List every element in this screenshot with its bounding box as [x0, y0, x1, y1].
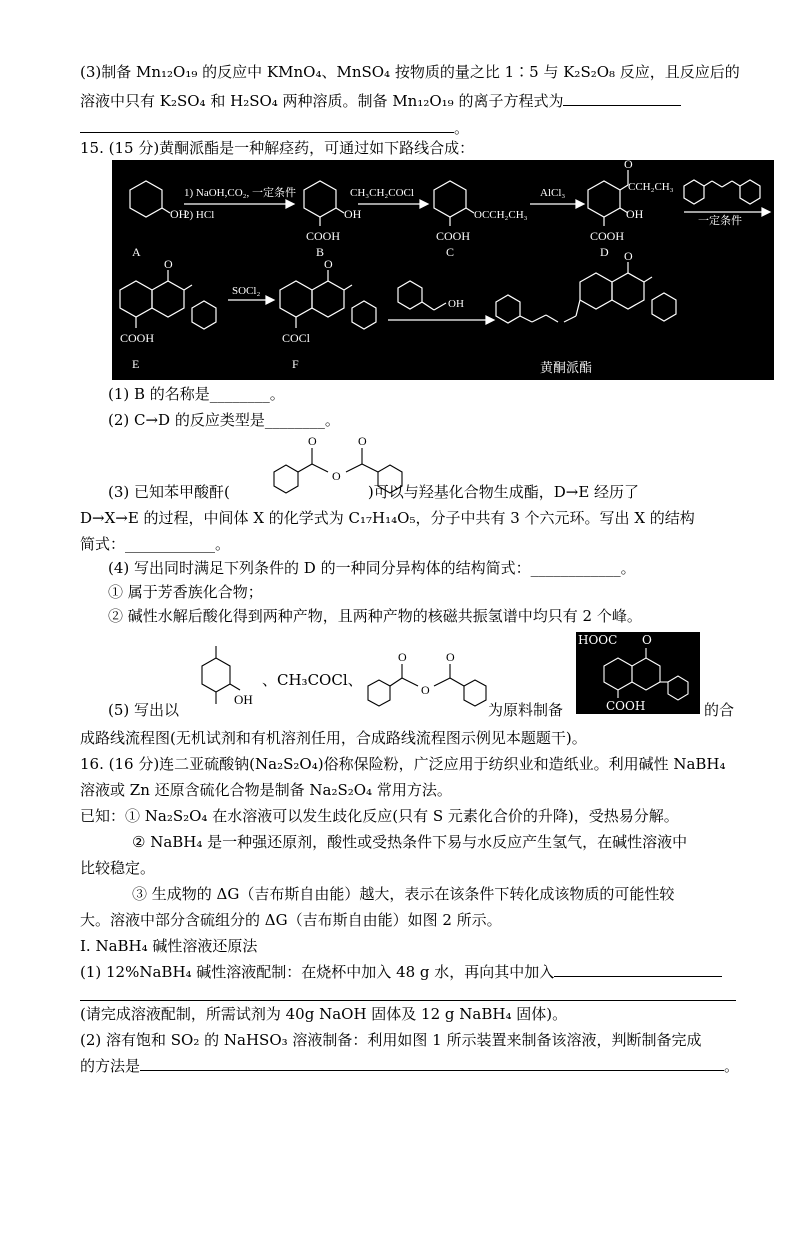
reagent-oh-label: OH	[448, 298, 464, 310]
reagent-de: 一定条件	[698, 215, 742, 227]
q16-1-text: (1) 12%NaBH₄ 碱性溶液配制：在烧杯中加入 48 g 水，再向其中加入	[80, 963, 555, 981]
target-product-svg	[576, 632, 700, 714]
reagent-ef: SOCl₂	[232, 285, 261, 297]
reagent-ab-1: 1) NaOH,CO₂, 一定条件	[184, 187, 296, 199]
q16-2: (2) 溶有饱和 SO₂ 的 NaHSO₃ 溶液制备：利用如图 1 所示装置来制备该溶液，判断制备完成	[80, 1031, 702, 1049]
q15-3-text-a: (3) 已知苯甲酸酐(	[108, 483, 230, 501]
piperidine-ring	[398, 281, 422, 309]
q16-line-1: 16. (16 分)连二亚硫酸钠(Na₂S₂O₄)俗称保险粉，广泛应用于纺织业和造纸业。利用碱性 NaBH₄	[80, 755, 726, 773]
anhydride-structure-small	[362, 650, 492, 714]
ring-d	[588, 181, 620, 217]
product-ring-benzo	[580, 273, 612, 309]
q3-line-2	[80, 89, 681, 111]
q15-3-line-2: D→X→E 的过程，中间体 X 的化学式为 C₁₇H₁₄O₅，分子中共有 3 个六元环。写出 X 的结构	[80, 509, 695, 527]
anhydride-o-bridge: O	[332, 469, 341, 483]
ring-f-phenyl	[352, 301, 376, 329]
a-oh-label: OH	[170, 207, 188, 221]
q15-5-text-c: 的合	[704, 701, 735, 719]
d-oh-label: OH	[626, 207, 644, 221]
q15-3-line-3: 简式：____________。	[80, 535, 231, 553]
q16-known-2-cont: 比较稳定。	[80, 859, 156, 877]
f-cocl-label: COCl	[282, 331, 311, 345]
q15-1: (1) B 的名称是________。	[108, 385, 285, 403]
ring-f-pyrone	[312, 281, 344, 317]
q15-5-mid-reagents: 、CH₃COCl、	[262, 671, 363, 689]
ring-c	[434, 181, 466, 217]
target-hooc-label: HOOC	[578, 633, 618, 647]
label-f: F	[292, 357, 299, 371]
q16-known-1: 已知：① Na₂S₂O₄ 在水溶液可以发生歧化反应(只有 S 元素化合价的升降)，受热易分解。	[80, 807, 679, 825]
d-ketone-o: O	[624, 160, 633, 171]
label-d: D	[600, 245, 609, 259]
label-b: B	[316, 245, 325, 259]
product-name: 黄酮派酯	[540, 360, 593, 375]
product-ring-phenyl	[652, 293, 676, 321]
ring-e-pyrone	[152, 281, 184, 317]
b-oh-label: OH	[344, 207, 362, 221]
anhydride-ring-2	[740, 180, 760, 204]
q3-line-3	[80, 116, 469, 138]
e-o-label: O	[164, 257, 173, 271]
anhydride-small-o-bridge: O	[421, 683, 430, 697]
c-cooh-label: COOH	[436, 229, 471, 243]
q3-answer-blank-1[interactable]	[563, 89, 681, 106]
q16-2-answer-blank[interactable]	[140, 1054, 724, 1071]
target-product-structure	[576, 632, 700, 714]
q16-1-answer-blank-2[interactable]	[80, 984, 736, 1001]
q15-title: 15. (15 分)黄酮派酯是一种解痉药，可通过如下路线合成：	[80, 139, 475, 157]
q3-answer-blank-2[interactable]	[80, 116, 454, 133]
label-c: C	[446, 245, 455, 259]
anhydride-o-2: O	[358, 434, 367, 448]
q15-3-text-b: )可以与羟基化合物生成酯，D→E 经历了	[367, 483, 640, 501]
q3-end-mark: 。	[454, 119, 470, 137]
d-cooh-label: COOH	[590, 229, 625, 243]
q16-1-answer-blank[interactable]	[554, 960, 722, 977]
q16-known-3: ③ 生成物的 ΔG（吉布斯自由能）越大，表示在该条件下转化成该物质的可能性较	[132, 885, 675, 903]
q15-5-line-2: 成路线流程图(无机试剂和有机溶剂任用，合成路线流程图示例见本题题干)。	[80, 729, 587, 747]
q16-section-i: I. NaBH₄ 碱性溶液还原法	[80, 937, 258, 955]
anhydride-small-o-1: O	[398, 650, 407, 664]
product-piperidine	[496, 295, 520, 323]
f-o-label: O	[324, 257, 333, 271]
label-a: A	[132, 245, 141, 259]
q16-1	[80, 960, 722, 982]
e-cooh-label: COOH	[120, 331, 155, 345]
synthesis-scheme	[112, 160, 774, 380]
reagent-ab-2: 2) HCl	[184, 209, 215, 221]
target-o-label: O	[642, 633, 652, 647]
product-o-label: O	[624, 249, 633, 263]
ring-e-benzo	[120, 281, 152, 317]
product-ring-pyrone	[612, 273, 644, 309]
ring-e-phenyl	[192, 301, 216, 329]
q3-line-1: (3)制备 Mn₁₂O₁₉ 的反应中 KMnO₄、MnSO₄ 按物质的量之比 1∶5 与 K₂S₂O₈ 反应，且反应后的	[80, 63, 740, 81]
q3-line-2-text: 溶液中只有 K₂SO₄ 和 H₂SO₄ 两种溶质。制备 Mn₁₂O₁₉ 的离子方程式为	[80, 92, 564, 110]
reagent-bc: CH₃CH₂COCl	[350, 187, 414, 199]
ring-f-benzo	[280, 281, 312, 317]
q16-line-2: 溶液或 Zn 还原含硫化合物是制备 Na₂S₂O₄ 常用方法。	[80, 781, 452, 799]
q15-4: (4) 写出同时满足下列条件的 D 的一种同分异构体的结构简式：____________。	[108, 559, 636, 577]
q16-2-line-2	[80, 1054, 739, 1076]
anhydride-o-1: O	[308, 434, 317, 448]
q16-2-end: 。	[724, 1057, 740, 1075]
q16-1-blank-line	[80, 984, 736, 1006]
q15-5-text-a: (5) 写出以	[108, 701, 180, 719]
anhydride-small-o-2: O	[446, 650, 455, 664]
label-e: E	[132, 357, 140, 371]
q15-5-text-b: 为原料制备	[488, 701, 564, 719]
phenol-oh-label: OH	[234, 692, 253, 707]
q16-1-note: (请完成溶液配制，所需试剂为 40g NaOH 固体及 12 g NaBH₄ 固体)。	[80, 1005, 568, 1023]
q15-4-condition-2: ② 碱性水解后酸化得到两种产物，且两种产物的核磁共振氢谱中均只有 2 个峰。	[108, 607, 642, 625]
q16-2-text: 的方法是	[80, 1057, 141, 1075]
q15-2: (2) C→D 的反应类型是________。	[108, 411, 340, 429]
c-ester-label: OCCH₂CH₃	[474, 209, 528, 221]
anhydride-ring-1	[684, 180, 704, 204]
q15-4-condition-1: ① 属于芳香族化合物；	[108, 583, 263, 601]
dimethylphenol-structure	[188, 638, 258, 718]
b-cooh-label: COOH	[306, 229, 341, 243]
synthesis-scheme-svg	[112, 160, 774, 380]
q16-known-2: ② NaBH₄ 是一种强还原剂，酸性或受热条件下易与水反应产生氢气，在碱性溶液中	[132, 833, 688, 851]
target-cooh-label: COOH	[606, 699, 646, 713]
d-ketone-label: CCH₂CH₃	[628, 181, 674, 193]
ring-b	[304, 181, 336, 217]
reagent-cd: AlCl₃	[540, 187, 566, 199]
q16-known-3-cont: 大。溶液中部分含硫组分的 ΔG（吉布斯自由能）如图 2 所示。	[80, 911, 502, 929]
q15-3-line-1	[108, 482, 639, 502]
ring-a	[130, 181, 162, 217]
